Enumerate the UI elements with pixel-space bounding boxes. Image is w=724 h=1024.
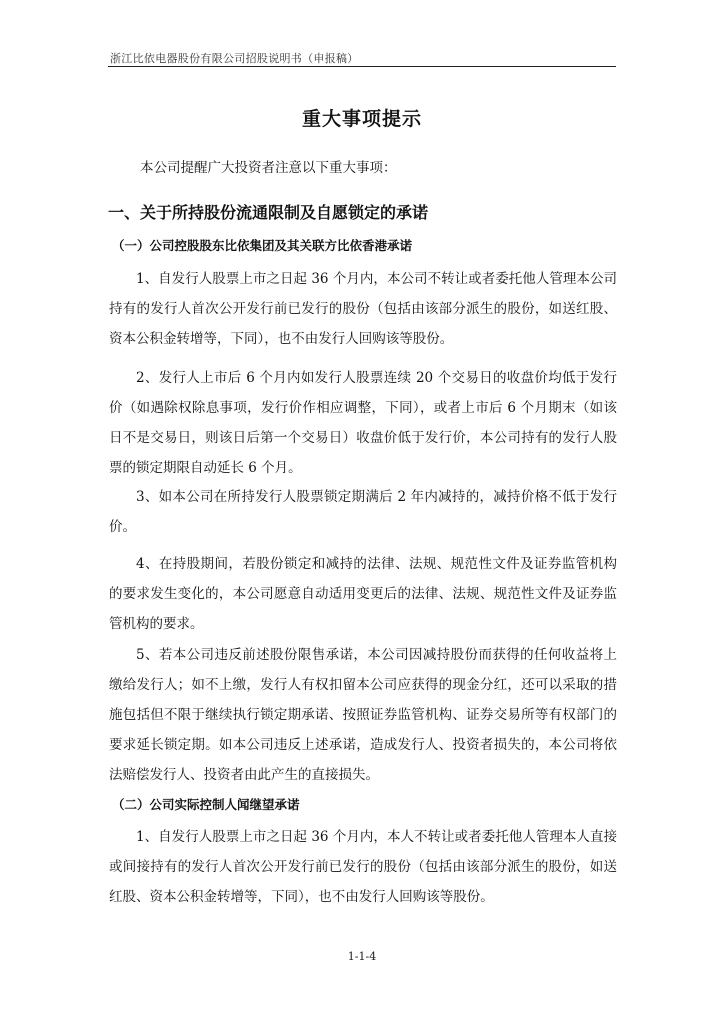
page-number: 1-1-4 [347,950,377,963]
paragraph-1-4: 4、在持股期间，若股份锁定和减持的法律、法规、规范性文件及证券监管机构的要求发生变化的，本公司愿意自动适用变更后的法律、法规、规范性文件及证券监管机构的要求。 [109,556,617,632]
section-heading: 一、关于所持股份流通限制及自愿锁定的承诺 [108,203,429,222]
paragraph-2-1: 1、自发行人股票上市之日起 36 个月内，本人不转让或者委托他人管理本人直接或间接持有的发行人首次公开发行前已发行的股份（包括由该部分派生的股份，如送红股、资本公积金转增等，下同），也不由发行人回购该等股份。 [109,829,617,905]
subsection-heading-2: （二）公司实际控制人闻继望承诺 [112,797,300,812]
page-title: 重大事项提示 [301,108,422,130]
subsection-heading-1: （一）公司控股股东比依集团及其关联方比依香港承诺 [112,238,413,253]
paragraph-1-1: 1、自发行人股票上市之日起 36 个月内，本公司不转让或者委托他人管理本公司持有的发行人首次公开发行前已发行的股份（包括由该部分派生的股份，如送红股、资本公积金转增等，下同），也不由发行人回购该等股份。 [109,271,617,347]
running-header: 浙江比依电器股份有限公司招股说明书（申报稿） [110,52,359,65]
paragraph-1-2: 2、发行人上市后 6 个月内如发行人股票连续 20 个交易日的收盘价均低于发行价（如遇除权除息事项，发行价作相应调整，下同），或者上市后 6 个月期末（如该日不是交易日，则该日后第一个交易日）收盘价低于发行价，本公司持有的发行人股票的锁定期限自动延长 6 个月。 [109,370,617,476]
header-divider [108,66,616,67]
paragraph-1-5: 5、若本公司违反前述股份限售承诺，本公司因减持股份而获得的任何收益将上缴给发行人；如不上缴，发行人有权扣留本公司应获得的现金分红，还可以采取的措施包括但不限于继续执行锁定期承诺、按照证券监管机构、证券交易所等有权部门的要求延长锁定期。如本公司违反上述承诺，造成发行人、投资者损失的，本公司将依法赔偿发行人、投资者由此产生的直接损失。 [109,647,617,783]
paragraph-1-3: 3、如本公司在所持发行人股票锁定期满后 2 年内减持的，减持价格不低于发行价。 [109,489,617,535]
intro-text: 本公司提醒广大投资者注意以下重大事项： [140,160,397,176]
